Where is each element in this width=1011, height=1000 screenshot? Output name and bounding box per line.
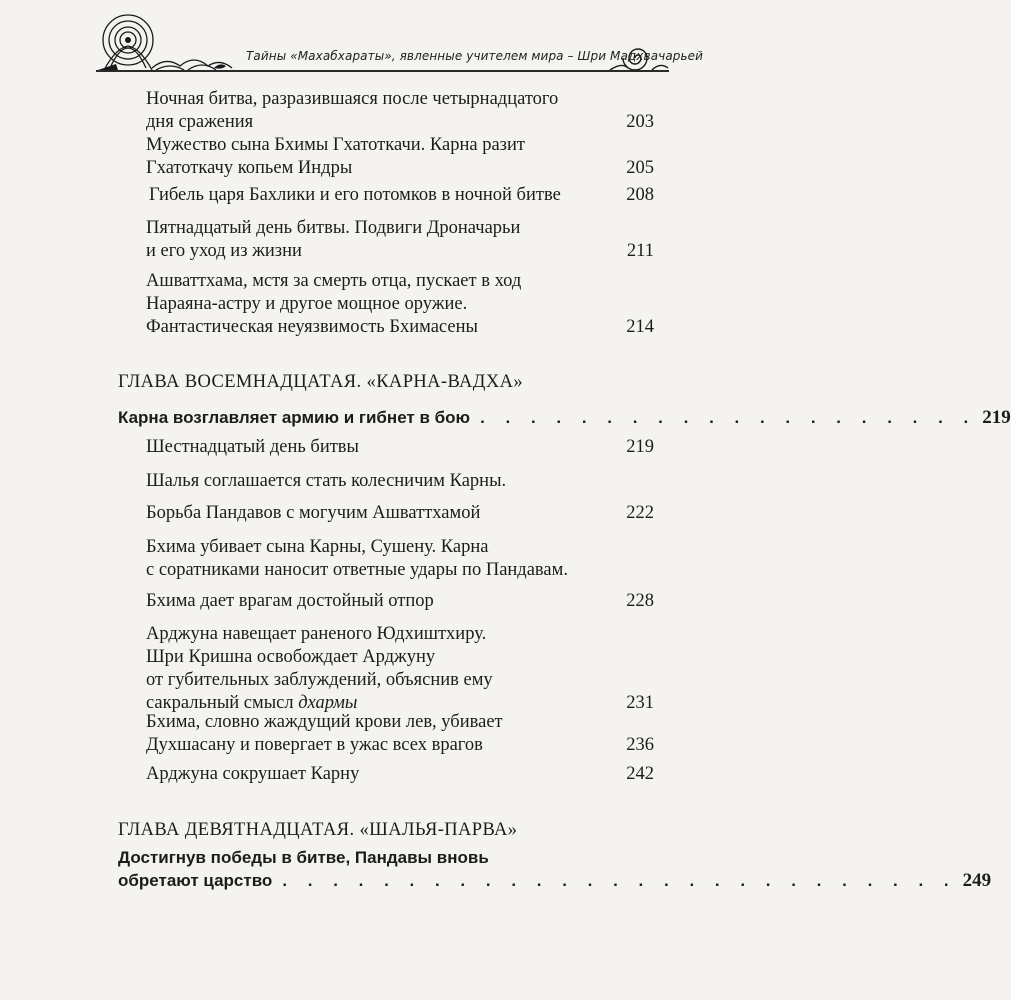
page-number: 211: [626, 241, 654, 261]
entry-line: сакральный смысл: [146, 693, 299, 713]
entry-line: с соратниками наносит ответные удары по Пандавам.: [146, 560, 568, 580]
entry-line: Нараяна-астру и другое мощное оружие.: [146, 294, 468, 314]
entry-line: Борьба Пандавов с могучим Ашваттхамой: [146, 503, 481, 523]
main-toc-entry[interactable]: [118, 846, 992, 892]
entry-line: Шалья соглашается стать колесничим Карны.: [146, 471, 507, 491]
entry-line: Духшасану и повергает в ужас всех врагов: [146, 735, 483, 755]
page-number: 222: [626, 503, 654, 523]
toc-entry[interactable]: [146, 502, 654, 525]
page-number: 231: [626, 693, 654, 713]
main-entry-text: Карна возглавляет армию и гибнет в бою: [118, 408, 471, 427]
entry-line: Ночная битва, разразившаяся после четырнадцатого: [146, 89, 559, 109]
main-toc-entry[interactable]: [118, 406, 1011, 429]
spiral-ornament-icon: [608, 42, 670, 74]
running-header: [0, 0, 704, 80]
toc-entry[interactable]: [146, 711, 654, 757]
entry-line: Гибель царя Бахлики и его потомков в ночной битве: [149, 185, 561, 205]
running-title: Тайны «Махабхараты», явленные учителем мира – Шри Мадхвачарьей: [246, 49, 704, 63]
header-rule: [96, 70, 669, 72]
entry-line: от губительных заблуждений, объяснив ему: [146, 670, 493, 690]
entry-line: Арджуна навещает раненого Юдхиштхиру.: [146, 624, 487, 644]
italic-term: дхармы: [298, 693, 358, 713]
entry-line: Шестнадцатый день битвы: [146, 437, 359, 457]
page-number: 236: [626, 735, 654, 755]
page-number: 249: [962, 870, 992, 891]
entry-line: Мужество сына Бхимы Гхатоткачи. Карна разит: [146, 135, 525, 155]
toc-entry[interactable]: [146, 590, 654, 613]
entry-line: Шри Кришна освобождает Арджуну: [146, 647, 436, 667]
toc-entry[interactable]: [146, 623, 654, 715]
page-number: 228: [626, 591, 654, 611]
dot-leader: . . . . . . . . . . . . . . . . . . . .: [480, 408, 977, 427]
toc-entry[interactable]: [146, 763, 654, 786]
entry-line: Бхима убивает сына Карны, Сушену. Карна: [146, 537, 489, 557]
entry-line: Фантастическая неуязвимость Бхимасены: [146, 317, 478, 337]
page-number: 219: [626, 437, 654, 457]
entry-line: Бхима дает врагам достойный отпор: [146, 591, 434, 611]
dot-leader: . . . . . . . . . . . . . . . . . . . . . . . . . . .: [282, 871, 957, 890]
page-number: 203: [626, 112, 654, 132]
entry-line: и его уход из жизни: [146, 241, 302, 261]
entry-line: Гхатоткачу копьем Индры: [146, 158, 353, 178]
page-number: 208: [626, 185, 654, 205]
chapter-heading: ГЛАВА ВОСЕМНАДЦАТАЯ. «КАРНА-ВАДХА»: [118, 372, 523, 392]
entry-line: Арджуна сокрушает Карну: [146, 764, 360, 784]
toc-entry[interactable]: [149, 184, 654, 207]
entry-line: Пятнадцатый день битвы. Подвиги Дроначарьи: [146, 218, 521, 238]
toc-entry[interactable]: [146, 470, 654, 493]
entry-line: Ашваттхама, мстя за смерть отца, пускает в ход: [146, 271, 522, 291]
floral-ornament-icon: [96, 8, 236, 74]
toc-entry[interactable]: [146, 536, 654, 582]
page-number: 205: [626, 158, 654, 178]
page-number: 214: [626, 317, 654, 337]
chapter-heading: ГЛАВА ДЕВЯТНАДЦАТАЯ. «ШАЛЬЯ-ПАРВА»: [118, 820, 518, 840]
main-entry-text: Достигнув победы в битве, Пандавы вновь: [118, 848, 489, 867]
toc-entry[interactable]: [146, 270, 654, 339]
main-entry-text: обретают царство: [118, 871, 273, 890]
entry-line: дня сражения: [146, 112, 254, 132]
entry-line: Бхима, словно жаждущий крови лев, убивает: [146, 712, 503, 732]
toc-entry[interactable]: [146, 436, 654, 459]
toc-entry[interactable]: [146, 217, 654, 263]
page-number: 242: [626, 764, 654, 784]
toc-entry[interactable]: [146, 134, 654, 180]
page-number: 219: [982, 407, 1011, 428]
toc-entry[interactable]: [146, 88, 654, 134]
